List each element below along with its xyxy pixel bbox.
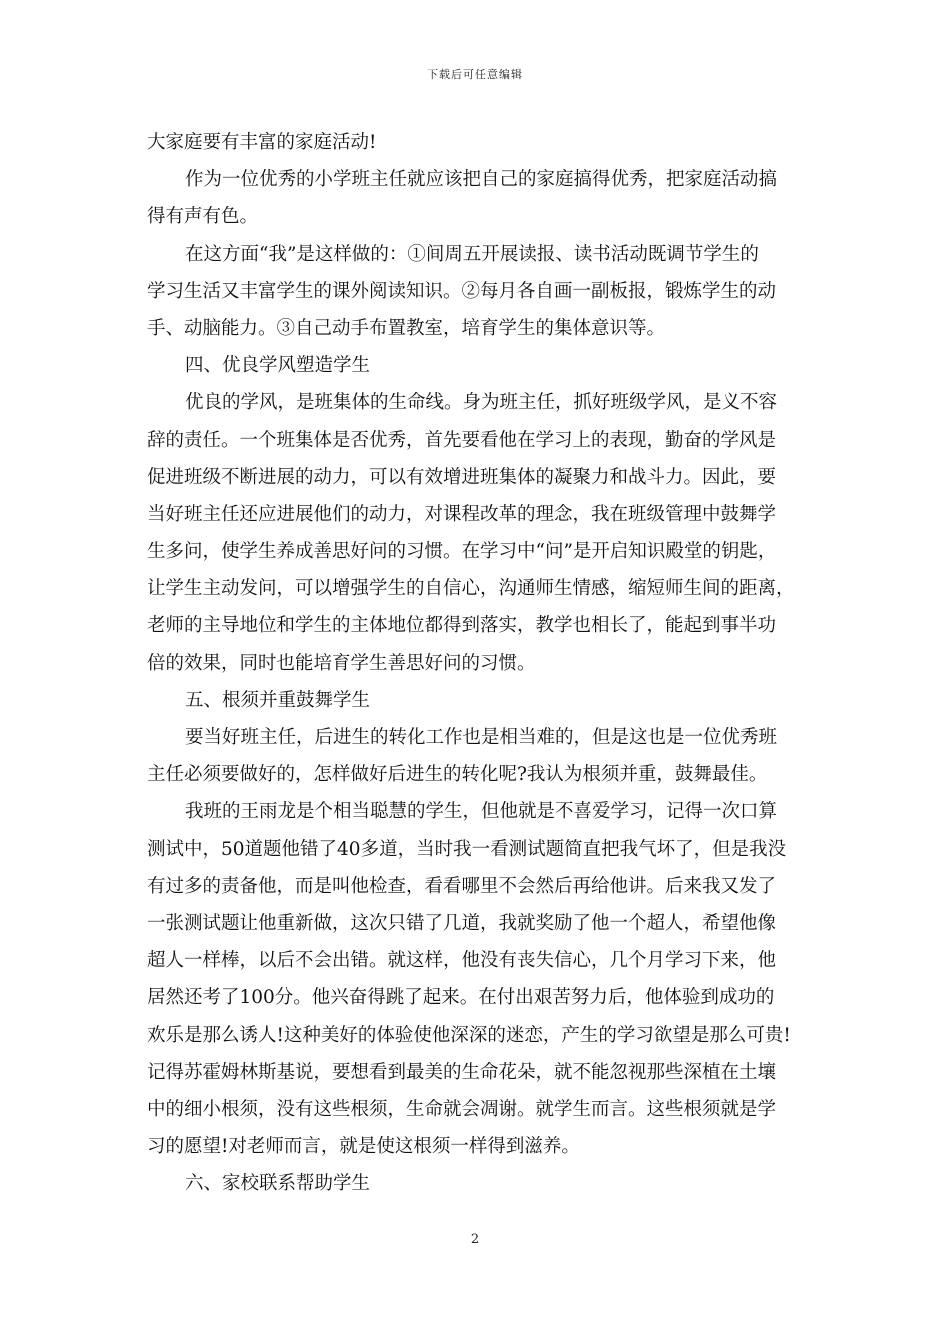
text-line: 学习生活又丰富学生的课外阅读知识。②每月各自画一副板报，锻炼学生的动 <box>147 280 777 302</box>
text-line: 习的愿望!对老师而言，就是使这根须一样得到滋养。 <box>147 1136 580 1158</box>
text-line: 居然还考了100分。他兴奋得跳了起来。在付出艰苦努力后，他体验到成功的 <box>147 987 775 1009</box>
paragraph-start: 在这方面“我”是这样做的：①间周五开展读报、读书活动既调节学生的 <box>185 243 759 265</box>
paragraph-start: 作为一位优秀的小学班主任就应该把自己的家庭搞得优秀，把家庭活动搞 <box>185 169 778 191</box>
section-heading: 四、优良学风塑造学生 <box>185 355 371 377</box>
paragraph-start: 要当好班主任，后进生的转化工作也是相当难的，但是这也是一位优秀班 <box>185 727 778 748</box>
text-line: 测试中，50道题他错了40多道，当时我一看测试题简直把我气坏了，但是我没 <box>147 838 787 860</box>
text-line: 主任必须要做好的，怎样做好后进生的转化呢?我认为根须并重，鼓舞最佳。 <box>147 764 768 786</box>
text-line: 得有声有色。 <box>147 206 259 228</box>
section-heading: 六、家校联系帮助学生 <box>185 1173 371 1195</box>
text-line: 欢乐是那么诱人!这种美好的体验使他深深的迷恋，产生的学习欲望是那么可贵! <box>147 1024 791 1046</box>
text-line: 生多问，使学生养成善思好问的习惯。在学习中“问”是开启知识殿堂的钥匙， <box>147 541 777 563</box>
text-line: 辞的责任。一个班集体是否优秀，首先要看他在学习上的表现，勤奋的学风是 <box>147 429 777 451</box>
text-line: 让学生主动发问，可以增强学生的自信心，沟通师生情感，缩短师生间的距离， <box>147 578 795 600</box>
document-body <box>147 124 814 1202</box>
text-line: 大家庭要有丰富的家庭活动! <box>147 132 377 153</box>
paragraph-start: 优良的学风，是班集体的生命线。身为班主任，抓好班级学风，是义不容 <box>185 392 778 414</box>
text-line: 超人一样棒，以后不会出错。就这样，他没有丧失信心，几个月学习下来，他 <box>147 950 777 972</box>
text-line: 有过多的责备他，而是叫他检查，看看哪里不会然后再给他讲。后来我又发了 <box>147 875 777 897</box>
text-line: 倍的效果，同时也能培育学生善思好问的习惯。 <box>147 652 536 674</box>
text-line: 当好班主任还应进展他们的动力，对课程改革的理念，我在班级管理中鼓舞学 <box>147 503 777 525</box>
text-line: 一张测试题让他重新做，这次只错了几道，我就奖励了他一个超人，希望他像 <box>147 912 777 934</box>
text-line: 促进班级不断进展的动力，可以有效增进班集体的凝聚力和战斗力。因此，要 <box>147 466 777 488</box>
section-heading: 五、根须并重鼓舞学生 <box>185 689 371 711</box>
text-line: 记得苏霍姆林斯基说，要想看到最美的生命花朵，就不能忽视那些深植在土壤 <box>147 1061 777 1083</box>
page-number: 2 <box>470 1232 480 1247</box>
page-header: 下载后可任意编辑 <box>427 68 523 81</box>
text-line: 手、动脑能力。③自己动手布置教室，培育学生的集体意识等。 <box>147 317 666 339</box>
text-line: 中的细小根须，没有这些根须，生命就会凋谢。就学生而言。这些根须就是学 <box>147 1098 777 1120</box>
text-line: 老师的主导地位和学生的主体地位都得到落实，教学也相长了，能起到事半功 <box>147 615 777 637</box>
paragraph-start: 我班的王雨龙是个相当聪慧的学生，但他就是不喜爱学习，记得一次口算 <box>185 801 778 823</box>
